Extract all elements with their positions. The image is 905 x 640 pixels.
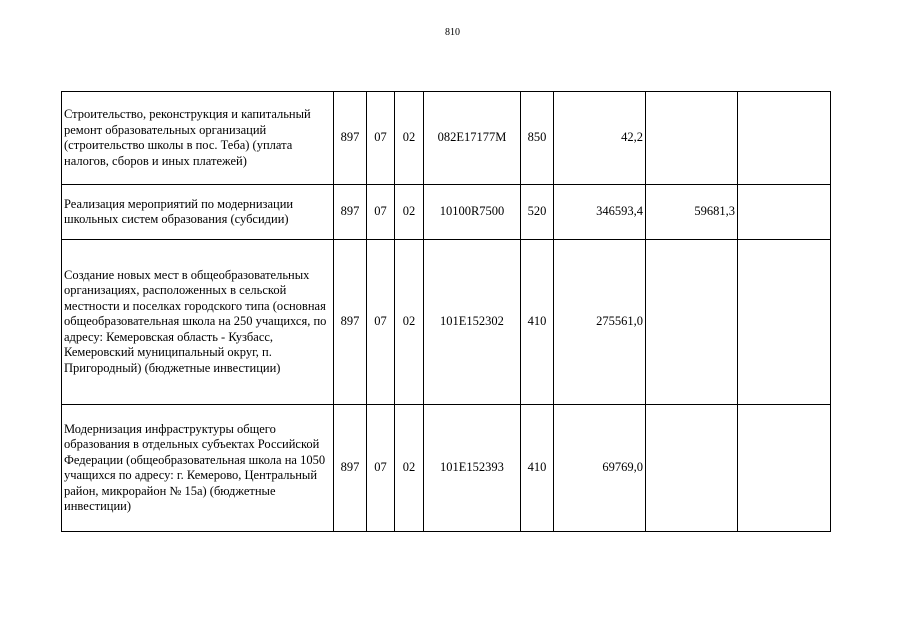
table-row (62, 240, 831, 405)
expense-type-cell: 850 (521, 92, 554, 185)
expense-name-cell: Модернизация инфраструктуры общего образования в отдельных субъектах Российской Федерации (общеобразовательная школа на 1050 учащихся по адресу: г. Кемерово, Центральный район, микрорайон № 15а) (бюджетные инвестиции) (62, 405, 334, 532)
ministry-code-cell: 897 (334, 240, 367, 405)
expense-type-cell: 520 (521, 185, 554, 240)
amount-cell-1: 275561,0 (554, 240, 646, 405)
amount-cell-2 (646, 92, 738, 185)
amount-cell-2 (646, 405, 738, 532)
table-row (62, 185, 831, 240)
expense-type-cell: 410 (521, 240, 554, 405)
amount-cell-1: 69769,0 (554, 405, 646, 532)
amount-cell-2: 59681,3 (646, 185, 738, 240)
target-article-cell: 10100R7500 (424, 185, 521, 240)
amount-cell-1: 42,2 (554, 92, 646, 185)
subsection-code-cell: 02 (395, 405, 424, 532)
amount-cell-3 (738, 185, 831, 240)
budget-table (61, 91, 831, 532)
target-article-cell: 082E17177M (424, 92, 521, 185)
subsection-code-cell: 02 (395, 240, 424, 405)
table-row (62, 405, 831, 532)
page-number: 810 (445, 27, 460, 38)
section-code-cell: 07 (367, 405, 395, 532)
amount-cell-1: 346593,4 (554, 185, 646, 240)
amount-cell-2 (646, 240, 738, 405)
ministry-code-cell: 897 (334, 185, 367, 240)
table-row (62, 92, 831, 185)
amount-cell-3 (738, 92, 831, 185)
subsection-code-cell: 02 (395, 92, 424, 185)
expense-type-cell: 410 (521, 405, 554, 532)
section-code-cell: 07 (367, 92, 395, 185)
expense-name-cell: Создание новых мест в общеобразовательных организациях, расположенных в сельской местности и поселках городского типа (основная общеобразовательная школа на 250 учащихся, по адресу: Кемеровская область - Кузбасс, Кемеровский муниципальный округ, п. Пригородный) (бюджетные инвестиции) (62, 240, 334, 405)
section-code-cell: 07 (367, 240, 395, 405)
target-article-cell: 101E152393 (424, 405, 521, 532)
amount-cell-3 (738, 405, 831, 532)
expense-name-cell: Реализация мероприятий по модернизации школьных систем образования (субсидии) (62, 185, 334, 240)
section-code-cell: 07 (367, 185, 395, 240)
target-article-cell: 101E152302 (424, 240, 521, 405)
amount-cell-3 (738, 240, 831, 405)
ministry-code-cell: 897 (334, 405, 367, 532)
expense-name-cell: Строительство, реконструкция и капитальный ремонт образовательных организаций (строительство школы в пос. Теба) (уплата налогов, сборов и иных платежей) (62, 92, 334, 185)
ministry-code-cell: 897 (334, 92, 367, 185)
subsection-code-cell: 02 (395, 185, 424, 240)
